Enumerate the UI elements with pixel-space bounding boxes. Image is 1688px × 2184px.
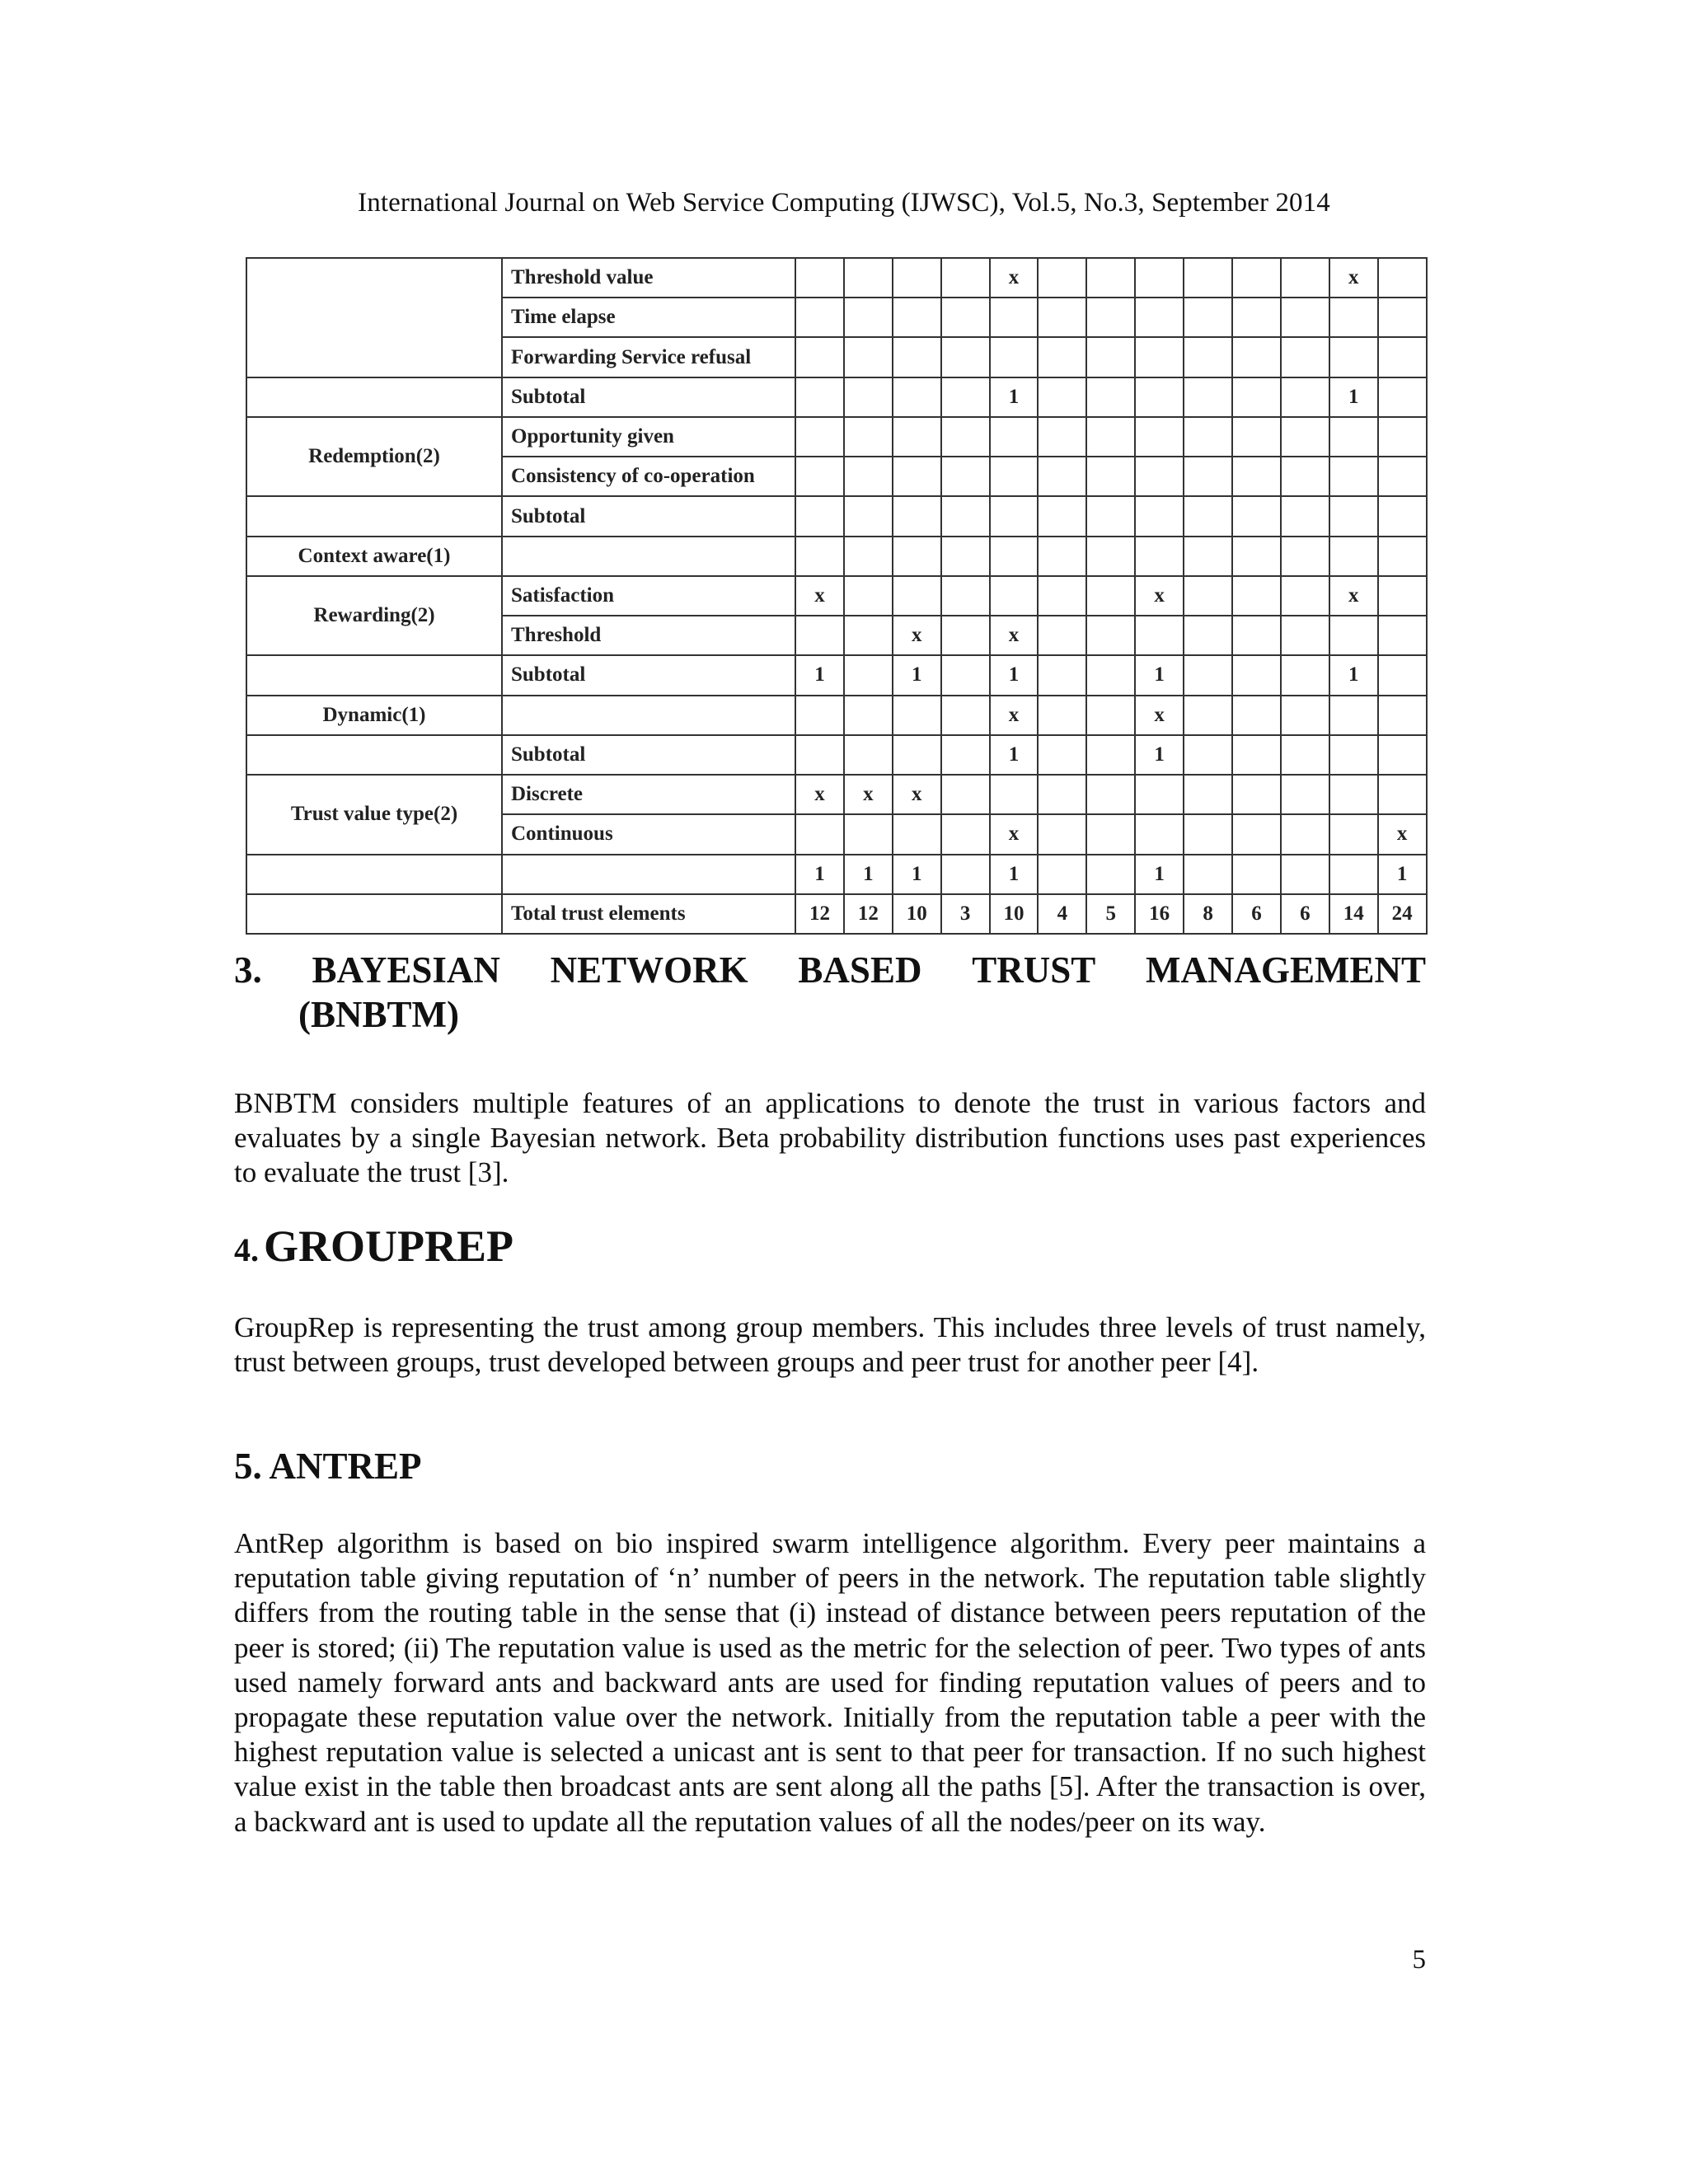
- value-cell: [1038, 298, 1086, 337]
- section-3-title-word: BAYESIAN: [312, 949, 500, 991]
- subcategory-cell: Opportunity given: [502, 417, 795, 457]
- value-cell: 5: [1086, 894, 1135, 934]
- category-cell: [246, 894, 502, 934]
- value-cell: x: [1135, 696, 1184, 735]
- value-cell: x: [893, 616, 941, 655]
- value-cell: [1281, 576, 1329, 616]
- value-cell: [941, 855, 990, 894]
- value-cell: [1329, 417, 1378, 457]
- value-cell: [941, 735, 990, 775]
- value-cell: [1038, 735, 1086, 775]
- value-cell: [941, 457, 990, 496]
- subcategory-cell: Continuous: [502, 814, 795, 854]
- value-cell: [795, 457, 844, 496]
- value-cell: [1329, 616, 1378, 655]
- value-cell: [844, 537, 893, 576]
- section-4-body: GroupRep is representing the trust among group members. This includes three levels of trust namely, trust between groups, trust developed between groups and peer trust for another peer [4].: [234, 1311, 1426, 1379]
- subcategory-cell: Discrete: [502, 775, 795, 814]
- value-cell: [1086, 258, 1135, 298]
- value-cell: [1184, 616, 1232, 655]
- section-5-body: AntRep algorithm is based on bio inspired swarm intelligence algorithm. Every peer maintains a reputation table giving reputation of ‘n’ number of peers in the network. The reputation table slightly differs from the routing table in the sense that (i) instead of distance between peers reputation of the peer is stored; (ii) The reputation value is used as the metric for the selection of peer. Two types of ants used namely forward ants and backward ants are used for finding reputation values of peers and to propagate these reputation value over the network. Initially from the reputation table a peer with the highest reputation value is selected a unicast ant is sent to that peer for transaction. If no such highest value exist in the table then broadcast ants are sent along all the paths [5]. After the transaction is over, a backward ant is used to update all the reputation values of all the nodes/peer on its way.: [234, 1527, 1426, 1838]
- value-cell: 1: [990, 377, 1039, 417]
- value-cell: [893, 537, 941, 576]
- section-5-heading: 5. ANTREP: [234, 1446, 422, 1487]
- value-cell: x: [1329, 576, 1378, 616]
- value-cell: [1232, 537, 1281, 576]
- value-cell: [1038, 537, 1086, 576]
- value-cell: [1184, 855, 1232, 894]
- value-cell: [1378, 775, 1427, 814]
- value-cell: 6: [1281, 894, 1329, 934]
- value-cell: [1086, 735, 1135, 775]
- value-cell: [1184, 576, 1232, 616]
- value-cell: [795, 337, 844, 377]
- value-cell: 6: [1232, 894, 1281, 934]
- value-cell: [990, 537, 1039, 576]
- value-cell: [1135, 814, 1184, 854]
- value-cell: 1: [795, 655, 844, 695]
- subcategory-cell: Subtotal: [502, 655, 795, 695]
- subcategory-cell: Forwarding Service refusal: [502, 337, 795, 377]
- value-cell: [1281, 775, 1329, 814]
- value-cell: [795, 696, 844, 735]
- value-cell: [844, 417, 893, 457]
- table-row: [246, 496, 1427, 536]
- value-cell: [1281, 377, 1329, 417]
- value-cell: [1329, 337, 1378, 377]
- value-cell: [1378, 735, 1427, 775]
- value-cell: [1184, 258, 1232, 298]
- value-cell: [1329, 298, 1378, 337]
- value-cell: [893, 298, 941, 337]
- value-cell: [1281, 298, 1329, 337]
- table-row: [246, 655, 1427, 695]
- table-row: [246, 377, 1427, 417]
- value-cell: [1281, 616, 1329, 655]
- value-cell: [1086, 616, 1135, 655]
- section-3-body: BNBTM considers multiple features of an applications to denote the trust in various factors and evaluates by a single Bayesian network. Beta probability distribution functions uses past experiences to evaluate the trust [3].: [234, 1087, 1426, 1189]
- value-cell: [893, 377, 941, 417]
- value-cell: 16: [1135, 894, 1184, 934]
- value-cell: [844, 337, 893, 377]
- value-cell: [844, 655, 893, 695]
- value-cell: [1232, 417, 1281, 457]
- value-cell: [1232, 696, 1281, 735]
- value-cell: [1135, 775, 1184, 814]
- category-cell: [246, 496, 502, 536]
- value-cell: [1038, 337, 1086, 377]
- section-3-title-word: BASED: [798, 949, 922, 991]
- value-cell: [893, 417, 941, 457]
- value-cell: [1378, 616, 1427, 655]
- value-cell: [844, 576, 893, 616]
- value-cell: 4: [1038, 894, 1086, 934]
- value-cell: 1: [1135, 735, 1184, 775]
- table-row: [246, 537, 1427, 576]
- value-cell: [844, 814, 893, 854]
- value-cell: [1232, 298, 1281, 337]
- value-cell: [893, 258, 941, 298]
- value-cell: [1086, 775, 1135, 814]
- value-cell: x: [893, 775, 941, 814]
- value-cell: [893, 814, 941, 854]
- value-cell: [1281, 457, 1329, 496]
- value-cell: 12: [844, 894, 893, 934]
- category-cell: [246, 735, 502, 775]
- table-row: [246, 696, 1427, 735]
- value-cell: [1086, 457, 1135, 496]
- value-cell: [1281, 855, 1329, 894]
- value-cell: [941, 377, 990, 417]
- value-cell: [1135, 298, 1184, 337]
- value-cell: 12: [795, 894, 844, 934]
- value-cell: 1: [1135, 655, 1184, 695]
- subcategory-cell: Total trust elements: [502, 894, 795, 934]
- value-cell: [1378, 377, 1427, 417]
- value-cell: [795, 417, 844, 457]
- table-row: [246, 417, 1427, 457]
- value-cell: [990, 298, 1039, 337]
- value-cell: [1086, 576, 1135, 616]
- value-cell: [1086, 298, 1135, 337]
- subcategory-cell: Satisfaction: [502, 576, 795, 616]
- value-cell: [1184, 377, 1232, 417]
- subcategory-cell: Threshold: [502, 616, 795, 655]
- section-3-title-word: TRUST: [972, 949, 1096, 991]
- value-cell: 24: [1378, 894, 1427, 934]
- value-cell: [1329, 537, 1378, 576]
- value-cell: [844, 735, 893, 775]
- value-cell: 1: [893, 655, 941, 695]
- value-cell: [893, 337, 941, 377]
- table-row: [246, 855, 1427, 894]
- value-cell: x: [1135, 576, 1184, 616]
- value-cell: [941, 337, 990, 377]
- value-cell: 1: [990, 735, 1039, 775]
- section-3-heading: [234, 948, 1426, 1037]
- value-cell: [990, 576, 1039, 616]
- value-cell: 1: [893, 855, 941, 894]
- value-cell: [1281, 655, 1329, 695]
- category-cell: Trust value type(2): [246, 775, 502, 854]
- section-3-title-word: MANAGEMENT: [1146, 949, 1426, 991]
- value-cell: [1378, 655, 1427, 695]
- subcategory-cell: Subtotal: [502, 735, 795, 775]
- value-cell: [844, 377, 893, 417]
- value-cell: 1: [1378, 855, 1427, 894]
- subcategory-cell: [502, 696, 795, 735]
- value-cell: [795, 537, 844, 576]
- value-cell: [1086, 496, 1135, 536]
- value-cell: [941, 496, 990, 536]
- value-cell: [1038, 457, 1086, 496]
- value-cell: [1378, 496, 1427, 536]
- value-cell: [1135, 537, 1184, 576]
- value-cell: [893, 735, 941, 775]
- value-cell: [1281, 496, 1329, 536]
- value-cell: [795, 496, 844, 536]
- subcategory-cell: [502, 537, 795, 576]
- value-cell: [1184, 417, 1232, 457]
- value-cell: [795, 616, 844, 655]
- value-cell: [1135, 377, 1184, 417]
- value-cell: [1086, 337, 1135, 377]
- value-cell: 10: [990, 894, 1039, 934]
- value-cell: 14: [1329, 894, 1378, 934]
- value-cell: 1: [1329, 377, 1378, 417]
- table-row: [246, 576, 1427, 616]
- value-cell: [1329, 735, 1378, 775]
- value-cell: [941, 775, 990, 814]
- section-4-number: 4.: [234, 1231, 259, 1268]
- value-cell: [1038, 655, 1086, 695]
- value-cell: x: [844, 775, 893, 814]
- value-cell: [1086, 696, 1135, 735]
- value-cell: 1: [1135, 855, 1184, 894]
- value-cell: [1038, 576, 1086, 616]
- value-cell: x: [1378, 814, 1427, 854]
- value-cell: 1: [795, 855, 844, 894]
- value-cell: [1329, 496, 1378, 536]
- value-cell: [1184, 337, 1232, 377]
- value-cell: [1086, 655, 1135, 695]
- value-cell: [1184, 457, 1232, 496]
- value-cell: 8: [1184, 894, 1232, 934]
- value-cell: [1378, 537, 1427, 576]
- value-cell: [1184, 696, 1232, 735]
- value-cell: [1038, 855, 1086, 894]
- value-cell: [941, 655, 990, 695]
- trust-elements-table: [246, 257, 1428, 935]
- value-cell: [990, 337, 1039, 377]
- value-cell: [1135, 337, 1184, 377]
- value-cell: [795, 814, 844, 854]
- value-cell: [1378, 696, 1427, 735]
- value-cell: [1135, 496, 1184, 536]
- category-cell: [246, 377, 502, 417]
- subcategory-cell: [502, 855, 795, 894]
- value-cell: [844, 696, 893, 735]
- value-cell: [844, 457, 893, 496]
- value-cell: [1232, 496, 1281, 536]
- value-cell: [1378, 417, 1427, 457]
- value-cell: [1232, 814, 1281, 854]
- value-cell: [1038, 377, 1086, 417]
- value-cell: [990, 496, 1039, 536]
- value-cell: [1038, 496, 1086, 536]
- value-cell: x: [1329, 258, 1378, 298]
- value-cell: [1038, 258, 1086, 298]
- value-cell: [1232, 616, 1281, 655]
- subcategory-cell: Time elapse: [502, 298, 795, 337]
- value-cell: x: [990, 258, 1039, 298]
- value-cell: [1232, 258, 1281, 298]
- value-cell: [844, 258, 893, 298]
- value-cell: [1135, 258, 1184, 298]
- value-cell: [990, 457, 1039, 496]
- value-cell: 1: [990, 855, 1039, 894]
- value-cell: [990, 775, 1039, 814]
- value-cell: [1184, 814, 1232, 854]
- value-cell: [941, 258, 990, 298]
- section-4-title: GROUPREP: [264, 1221, 513, 1271]
- section-3-heading-line2: (BNBTM): [298, 994, 459, 1035]
- value-cell: 1: [844, 855, 893, 894]
- value-cell: x: [990, 616, 1039, 655]
- value-cell: 3: [941, 894, 990, 934]
- value-cell: [893, 696, 941, 735]
- value-cell: [1184, 655, 1232, 695]
- value-cell: [1281, 258, 1329, 298]
- category-cell: [246, 258, 502, 377]
- category-cell: Context aware(1): [246, 537, 502, 576]
- value-cell: [1232, 576, 1281, 616]
- running-header: International Journal on Web Service Computing (IJWSC), Vol.5, No.3, September 2014: [358, 188, 1330, 218]
- value-cell: [1038, 696, 1086, 735]
- value-cell: [1329, 696, 1378, 735]
- value-cell: [1086, 417, 1135, 457]
- value-cell: [1232, 855, 1281, 894]
- value-cell: [844, 298, 893, 337]
- value-cell: [1184, 537, 1232, 576]
- value-cell: [1184, 496, 1232, 536]
- value-cell: [1232, 337, 1281, 377]
- category-cell: Rewarding(2): [246, 576, 502, 655]
- value-cell: [893, 457, 941, 496]
- value-cell: [1135, 417, 1184, 457]
- section-3-number: 3.: [234, 949, 262, 991]
- value-cell: [1135, 616, 1184, 655]
- value-cell: [1329, 457, 1378, 496]
- value-cell: [941, 576, 990, 616]
- value-cell: [1232, 735, 1281, 775]
- value-cell: [941, 417, 990, 457]
- subcategory-cell: Consistency of co-operation: [502, 457, 795, 496]
- value-cell: [1378, 258, 1427, 298]
- value-cell: [990, 417, 1039, 457]
- value-cell: x: [795, 775, 844, 814]
- value-cell: 1: [990, 655, 1039, 695]
- value-cell: 1: [1329, 655, 1378, 695]
- value-cell: [795, 298, 844, 337]
- value-cell: [941, 814, 990, 854]
- value-cell: [795, 258, 844, 298]
- table-row: [246, 735, 1427, 775]
- value-cell: x: [795, 576, 844, 616]
- value-cell: [941, 616, 990, 655]
- value-cell: [1232, 377, 1281, 417]
- value-cell: [1086, 814, 1135, 854]
- table-row: [246, 258, 1427, 298]
- value-cell: [1281, 814, 1329, 854]
- category-cell: [246, 655, 502, 695]
- section-4-heading: [234, 1220, 1426, 1277]
- value-cell: [1232, 457, 1281, 496]
- value-cell: [1038, 616, 1086, 655]
- value-cell: [1281, 417, 1329, 457]
- table-row: [246, 775, 1427, 814]
- value-cell: [795, 377, 844, 417]
- value-cell: [1184, 735, 1232, 775]
- value-cell: [1038, 775, 1086, 814]
- value-cell: [941, 696, 990, 735]
- value-cell: 10: [893, 894, 941, 934]
- value-cell: [844, 496, 893, 536]
- value-cell: x: [990, 696, 1039, 735]
- value-cell: [1086, 537, 1135, 576]
- value-cell: [1329, 775, 1378, 814]
- value-cell: [1329, 855, 1378, 894]
- value-cell: [1038, 417, 1086, 457]
- value-cell: [941, 298, 990, 337]
- category-cell: Redemption(2): [246, 417, 502, 496]
- value-cell: [1378, 337, 1427, 377]
- table-row: [246, 894, 1427, 934]
- value-cell: x: [990, 814, 1039, 854]
- category-cell: Dynamic(1): [246, 696, 502, 735]
- value-cell: [844, 616, 893, 655]
- subcategory-cell: Subtotal: [502, 496, 795, 536]
- value-cell: [1378, 298, 1427, 337]
- value-cell: [1281, 696, 1329, 735]
- section-3-title-word: NETWORK: [550, 949, 748, 991]
- value-cell: [1232, 655, 1281, 695]
- subcategory-cell: Threshold value: [502, 258, 795, 298]
- value-cell: [1329, 814, 1378, 854]
- value-cell: [1135, 457, 1184, 496]
- value-cell: [1184, 775, 1232, 814]
- subcategory-cell: Subtotal: [502, 377, 795, 417]
- value-cell: [1281, 735, 1329, 775]
- value-cell: [1038, 814, 1086, 854]
- value-cell: [893, 496, 941, 536]
- value-cell: [941, 537, 990, 576]
- category-cell: [246, 855, 502, 894]
- value-cell: [1086, 855, 1135, 894]
- value-cell: [893, 576, 941, 616]
- value-cell: [795, 735, 844, 775]
- value-cell: [1378, 457, 1427, 496]
- value-cell: [1086, 377, 1135, 417]
- value-cell: [1281, 337, 1329, 377]
- value-cell: [1232, 775, 1281, 814]
- value-cell: [1378, 576, 1427, 616]
- page-number: 5: [1412, 1945, 1426, 1975]
- value-cell: [1281, 537, 1329, 576]
- value-cell: [1184, 298, 1232, 337]
